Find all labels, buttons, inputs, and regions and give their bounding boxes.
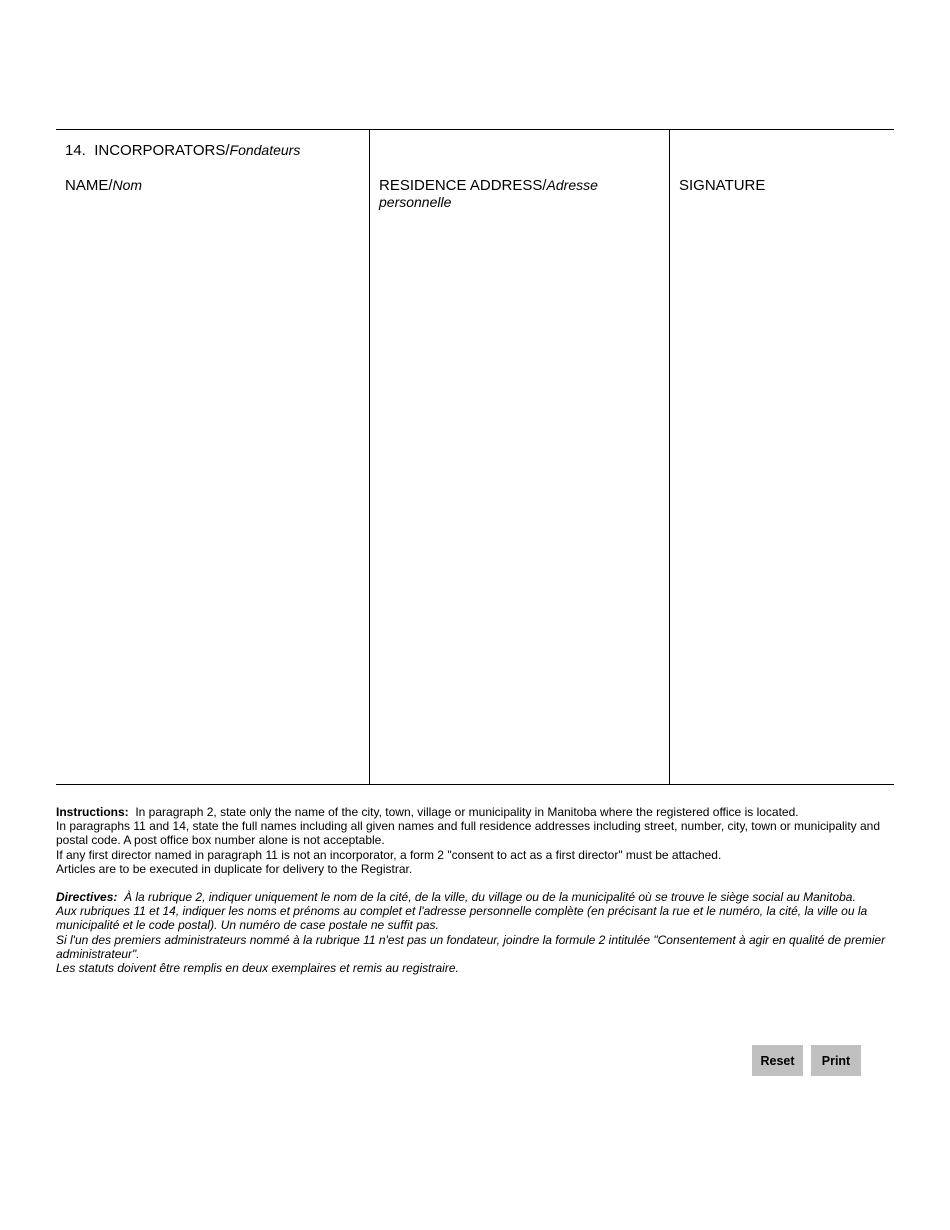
- directives-fr-line-3: Si l'un des premiers administrateurs nommé à la rubrique 11 n'est pas un fondateur, joindre la formule 2 intitulée "Consentement à agir en qualité de premier administrateur".: [56, 932, 886, 961]
- instructions-en-line-1: Instructions: In paragraph 2, state only the name of the city, town, village or municipality in Manitoba where the registered office is located.: [56, 805, 799, 819]
- address-column-header: RESIDENCE ADDRESS/Adresse personnelle: [379, 177, 598, 210]
- instructions-en-line-4: Articles are to be executed in duplicate for delivery to the Registrar.: [56, 861, 413, 876]
- name-header-fr: Nom: [112, 177, 143, 193]
- directives-label: Directives:: [56, 890, 118, 905]
- instructions-section: [56, 805, 896, 975]
- instructions-en-line-2: In paragraphs 11 and 14, state the full names including all given names and full residence addresses including street, number, city, town or municipality and postal code. A post office box number alone is not acceptable.: [56, 819, 881, 848]
- directives-fr-line-4: Les statuts doivent être remplis en deux exemplaires et remis au registraire.: [56, 961, 459, 976]
- section-title-fr: Fondateurs: [229, 142, 301, 158]
- signature-header: SIGNATURE: [679, 177, 766, 194]
- name-header-en: NAME: [65, 177, 109, 194]
- address-header-en: RESIDENCE ADDRESS: [379, 177, 543, 194]
- directives-block: [56, 890, 896, 975]
- incorporators-table: [56, 129, 894, 785]
- section-title-en: INCORPORATORS: [94, 142, 226, 159]
- instructions-en-line-3: If any first director named in paragraph 11 is not an incorporator, a form 2 "consent to act as a first director" must be attached.: [56, 847, 722, 862]
- directives-fr-line-2: Aux rubriques 11 et 14, indiquer les noms et prénoms au complet et l'adresse personnelle complète (en précisant la rue et le numéro, la cité, la ville ou la municipalité et le code postal). Un numéro de case postale ne suffit pas.: [56, 904, 868, 933]
- name-column-header: NAME/Nom: [65, 177, 143, 194]
- column-divider: [369, 130, 370, 784]
- section-title: 14. INCORPORATORS/Fondateurs: [65, 142, 301, 159]
- directives-fr-line-1: Directives: À la rubrique 2, indiquer uniquement le nom de la cité, de la ville, du village ou de la municipalité où se trouve le siège social au Manitoba.: [56, 890, 856, 905]
- address-header-fr: Adresse personnelle: [379, 177, 598, 210]
- instructions-label: Instructions:: [56, 805, 129, 819]
- column-divider: [669, 130, 670, 784]
- signature-column-header: [679, 177, 765, 194]
- print-button[interactable]: Print: [811, 1045, 861, 1076]
- section-number: 14.: [65, 142, 86, 159]
- reset-button[interactable]: Reset: [752, 1045, 803, 1076]
